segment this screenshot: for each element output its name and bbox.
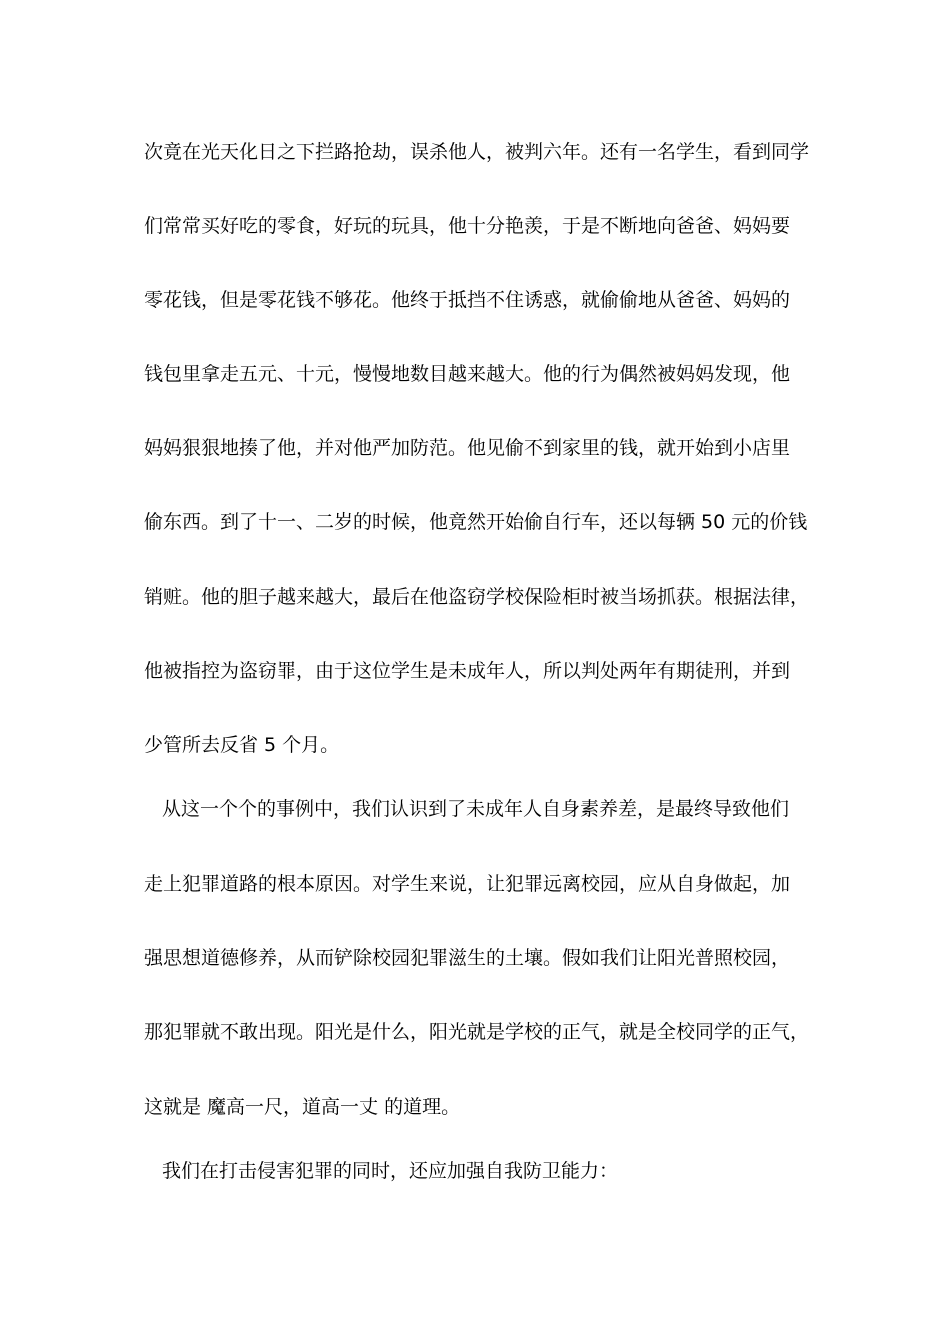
text-line-9: 少管所去反省 5 个月。 (144, 734, 340, 756)
text-line-11: 走上犯罪道路的根本原因。对学生来说，让犯罪远离校园，应从自身做起，加 (144, 873, 791, 895)
text-line-12: 强思想道德修养，从而铲除校园犯罪滋生的土壤。假如我们让阳光普照校园， (144, 947, 791, 969)
text-line-8: 他被指控为盗窃罪，由于这位学生是未成年人，所以判处两年有期徒刑，并到 (144, 660, 791, 682)
text-line-14: 这就是 魔高一尺，道高一丈 的道理。 (144, 1096, 461, 1118)
text-line-2: 们常常买好吃的零食，好玩的玩具，他十分艳羡，于是不断地向爸爸、妈妈要 (144, 215, 791, 237)
text-line-5: 妈妈狠狠地揍了他，并对他严加防范。他见偷不到家里的钱，就开始到小店里 (144, 437, 791, 459)
text-line-13: 那犯罪就不敢出现。阳光是什么，阳光就是学校的正气，就是全校同学的正气， (144, 1021, 810, 1043)
text-line-7: 销赃。他的胆子越来越大，最后在他盗窃学校保险柜时被当场抓获。根据法律， (144, 586, 810, 608)
text-line-3: 零花钱，但是零花钱不够花。他终于抵挡不住诱惑，就偷偷地从爸爸、妈妈的 (144, 289, 791, 311)
text-line-4: 钱包里拿走五元、十元，慢慢地数目越来越大。他的行为偶然被妈妈发现，他 (144, 363, 791, 385)
text-line-1: 次竟在光天化日之下拦路抢劫，误杀他人，被判六年。还有一名学生，看到同学 (144, 141, 810, 163)
text-line-6: 偷东西。到了十一、二岁的时候，他竟然开始偷自行车，还以每辆 50 元的价钱 (144, 511, 808, 533)
paragraph-start-line-10: 从这一个个的事例中，我们认识到了未成年人自身素养差，是最终导致他们 (162, 798, 790, 820)
paragraph-start-line-15: 我们在打击侵害犯罪的同时，还应加强自我防卫能力： (162, 1160, 619, 1182)
